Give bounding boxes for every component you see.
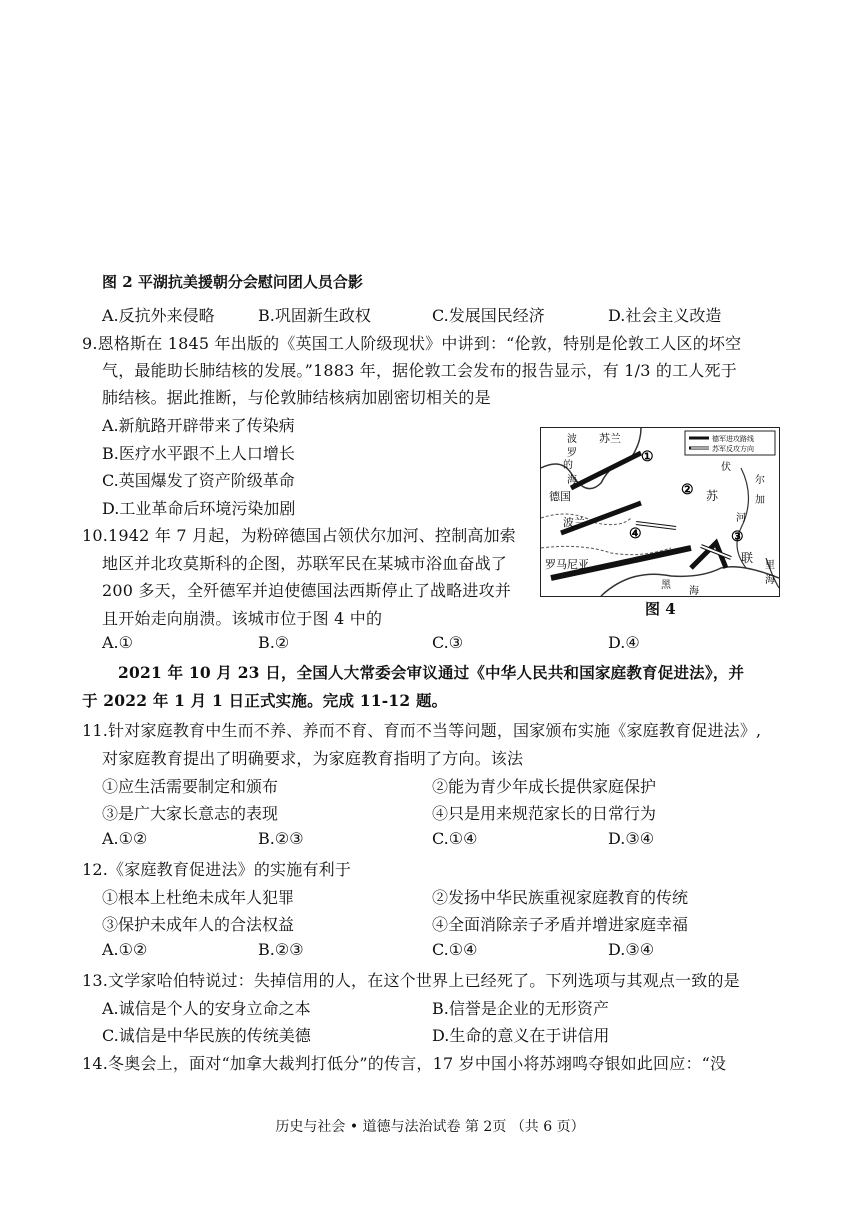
label-soviet-1: 苏 [706, 489, 719, 503]
label-volga-1: 伏 [721, 462, 731, 473]
label-black-sea-2: 海 [689, 586, 699, 596]
marker-1: ① [641, 449, 654, 465]
label-baltic-2: 罗 [567, 448, 577, 459]
q11-stem-line-1: 11.针对家庭教育中生而不养、养而不育、育而不当等问题，国家颁布实施《家庭教育促进法》, [82, 721, 762, 740]
q8-option-c: C.发展国民经济 [432, 306, 545, 325]
q13-stem: 13.文学家哈伯特说过：失掉信用的人，在这个世界上已经死了。下列选项与其观点一致的是 [82, 971, 740, 990]
q10-option-d: D.④ [608, 633, 640, 652]
q13-option-a: A.诚信是个人的安身立命之本 [102, 999, 311, 1018]
page-footer: 历史与社会 • 道德与法治试卷 第 2页 （共 6 页） [275, 1119, 585, 1135]
q10-stem-line-4: 且开始走向崩溃。该城市位于图 4 中的 [102, 609, 383, 628]
q8-option-d: D.社会主义改造 [608, 306, 722, 325]
intro-line-2: 于 2022 年 1 月 1 日正式实施。完成 11-12 题。 [82, 691, 448, 710]
intro-line-1: 2021 年 10 月 23 日，全国人大常委会审议通过《中华人民共和国家庭教育促进法》，并 [118, 663, 745, 682]
q12-stem: 12.《家庭教育促进法》的实施有利于 [82, 860, 352, 879]
q9-stem-line-1: 9.恩格斯在 1845 年出版的《英国工人阶级现状》中讲到：“伦敦，特别是伦敦工人区的坏空 [82, 334, 742, 353]
q10-stem-line-3: 200 多天，全歼德军并迫使德国法西斯停止了战略进攻并 [102, 581, 512, 600]
figure-2-caption: 图 2 平湖抗美援朝分会慰问团人员合影 [102, 273, 363, 291]
q12-option-d: D.③④ [608, 940, 655, 959]
q8-option-b: B.巩固新生政权 [258, 306, 371, 325]
q13-option-c: C.诚信是中华民族的传统美德 [102, 1026, 311, 1045]
figure-4-caption: 图 4 [645, 600, 676, 618]
q12-item-3: ③保护未成年人的合法权益 [102, 915, 295, 934]
label-poland: 波兰 [563, 516, 585, 529]
label-baltic-4: 海 [567, 475, 577, 486]
label-volga-3: 加 [755, 495, 765, 506]
q11-option-c: C.①④ [432, 829, 478, 848]
q11-item-3: ③是广大家长意志的表现 [102, 804, 279, 823]
label-black-sea-1: 黑 [661, 580, 671, 591]
q8-option-a: A.反抗外来侵略 [102, 306, 215, 325]
label-sulan: 苏兰 [599, 432, 621, 445]
q12-item-2: ②发扬中华民族重视家庭教育的传统 [432, 888, 689, 907]
q11-stem-line-2: 对家庭教育提出了明确要求，为家庭教育指明了方向。该法 [102, 749, 524, 768]
q9-stem-line-2: 气，最能助长肺结核的发展。”1883 年，据伦敦工会发布的报告显示，有 1/3 的工人死于 [102, 361, 737, 380]
marker-2: ② [681, 482, 694, 498]
marker-3: ③ [731, 529, 744, 545]
label-romania: 罗马尼亚 [545, 558, 589, 571]
label-baltic-1: 波 [567, 434, 577, 445]
q14-stem: 14.冬奥会上，面对“加拿大裁判打低分”的传言，17 岁中国小将苏翊鸣夺银如此回应：“没 [82, 1054, 727, 1073]
q10-option-c: C.③ [432, 633, 464, 652]
german-attack-arrow-north [571, 453, 641, 488]
map-drawing [541, 428, 779, 596]
q10-option-a: A.① [102, 633, 133, 652]
q9-option-c: C.英国爆发了资产阶级革命 [102, 471, 295, 490]
q12-option-a: A.①② [102, 940, 148, 959]
q9-option-d: D.工业革命后环境污染加剧 [102, 499, 296, 518]
q10-stem-line-2: 地区并北攻莫斯科的企图，苏联军民在某城市浴血奋战了 [102, 554, 508, 573]
q11-option-b: B.②③ [258, 829, 304, 848]
q10-option-b: B.② [258, 633, 290, 652]
q11-item-2: ②能为青少年成长提供家庭保护 [432, 777, 657, 796]
q12-item-4: ④全面消除亲子矛盾并增进家庭幸福 [432, 915, 689, 934]
q13-option-b: B.信誉是企业的无形资产 [432, 999, 609, 1018]
q12-item-1: ①根本上杜绝未成年人犯罪 [102, 888, 295, 907]
q9-option-b: B.医疗水平跟不上人口增长 [102, 444, 295, 463]
legend-soviet-label: 苏军反攻方向 [712, 445, 754, 453]
label-germany: 德国 [549, 490, 571, 503]
label-caspian-1: 里 [765, 560, 775, 571]
q12-option-c: C.①④ [432, 940, 478, 959]
q11-item-4: ④只是用来规范家长的日常行为 [432, 804, 657, 823]
label-volga-2: 尔 [755, 475, 765, 486]
q11-option-d: D.③④ [608, 829, 655, 848]
label-baltic-3: 的 [563, 460, 573, 471]
label-soviet-2: 联 [741, 551, 754, 565]
q10-stem-line-1: 10.1942 年 7 月起，为粉碎德国占领伏尔加河、控制高加索 [82, 526, 517, 545]
q11-option-a: A.①② [102, 829, 148, 848]
q9-option-a: A.新航路开辟带来了传染病 [102, 416, 295, 435]
q9-stem-line-3: 肺结核。据此推断，与伦敦肺结核病加剧密切相关的是 [102, 388, 491, 407]
legend-german-label: 德军进攻路线 [712, 435, 754, 443]
q13-option-d: D.生命的意义在于讲信用 [432, 1026, 610, 1045]
q11-item-1: ①应生活需要制定和颁布 [102, 777, 279, 796]
marker-4: ④ [629, 526, 642, 542]
label-caspian-2: 海 [765, 575, 775, 586]
figure-4-map [540, 427, 780, 597]
label-volga-4: 河 [736, 513, 746, 524]
q12-option-b: B.②③ [258, 940, 304, 959]
